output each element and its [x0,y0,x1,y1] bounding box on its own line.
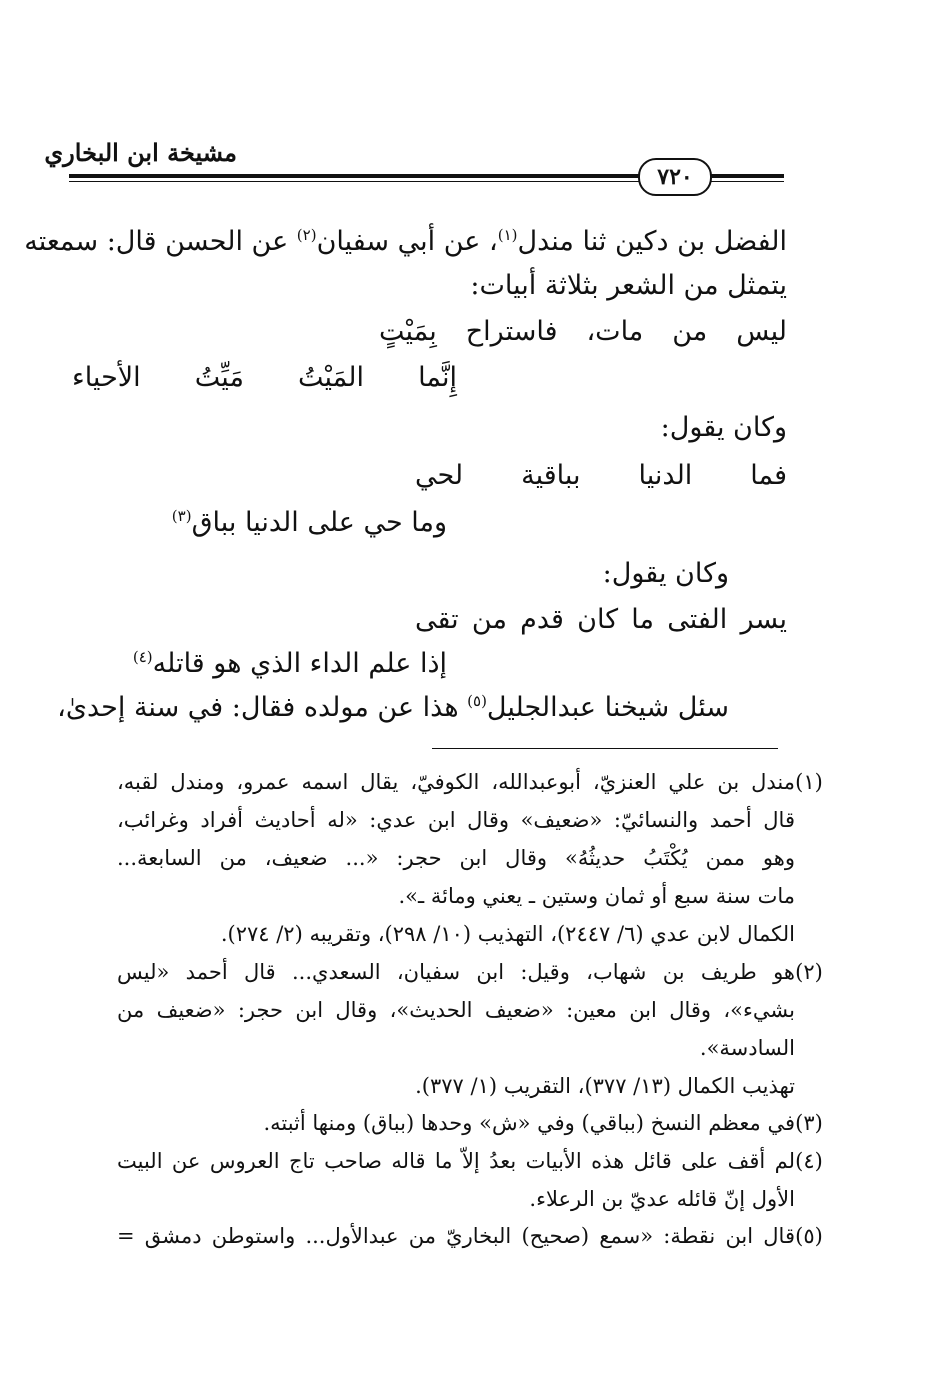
body-said-2: وكان يقول: [602,558,729,589]
footnote-text: قال ابن نقطة: «سمع (صحيح) البخاريّ من عبدالأول... واستوطن دمشق = [117,1224,795,1248]
footnote-text: هو طريف بن شهاب، وقيل: ابن سفيان، السعدي... قال أحمد «ليس [117,960,795,984]
footnote-3-line-1: في معظم النسخ (بباقي) وفي «ش» وحدها (بباق) ومنها أثبته. [263,1111,795,1135]
footnote-text: قال أحمد والنسائيّ: «ضعيف» وقال ابن عدي: «له أحاديث أفراد وغرائب، [117,808,795,832]
footnote-separator [432,748,778,749]
footnote-1-line-3 [117,846,795,870]
body-line-2: يتمثل من الشعر بثلاثة أبيات: [470,270,787,301]
footnote-ref: (٢) [296,226,317,244]
footnote-text: لم أقف على قائل هذه الأبيات بعدُ إلاّ ما قاله صاحب تاج العروس عن البيت [117,1149,795,1173]
body-said-1: وكان يقول: [660,412,787,443]
footnote-1-line-4: مات سنة سبع أو ثمان وستين ـ يعني ومائة ـ». [398,884,795,908]
footnote-number: (٢) [795,960,823,984]
footnote-number: (٥) [795,1224,823,1248]
verse-text: إذا علم الداء الذي هو قاتله [152,648,447,679]
verse-3-second-hemistich [72,648,447,679]
body-text: سئل شيخنا عبدالجليل [486,692,729,723]
verse-3-first-hemistich: يسر الفتى ما كان قدم من تقى [415,604,787,635]
verse-1-first-hemistich: ليس من مات، فاستراح بِمَيْتٍ [379,316,787,347]
footnote-ref: (١) [497,226,518,244]
footnote-1-line-1 [117,770,795,794]
body-line-1 [24,226,787,257]
footnote-1-line-5: الكمال لابن عدي (٦/ ٢٤٤٧)، التهذيب (١٠/ ٢٩٨)، وتقريبه (٢/ ٢٧٤). [220,922,795,946]
footnote-ref: (٤) [132,648,153,666]
body-text: الفضل بن دكين ثنا مندل [517,226,787,257]
body-text: ، عن أبي سفيان [316,226,498,257]
body-last-line [57,692,729,723]
verse-text: وما حي على الدنيا بباق [191,507,447,538]
footnote-5-line-1 [117,1224,795,1248]
body-text: هذا عن مولده فقال: في سنة إحدىٰ، [57,692,468,723]
body-text: عن الحسن قال: سمعته [24,226,297,257]
footnote-1-line-2 [117,808,795,832]
running-title: مشيخة ابن البخاري [44,138,237,167]
footnote-4-line-1 [117,1149,795,1173]
footnote-ref: (٥) [467,692,487,710]
footnote-number: (٣) [795,1111,823,1135]
footnote-2-line-4: تهذيب الكمال (١٣/ ٣٧٧)، التقريب (١/ ٣٧٧). [415,1074,795,1098]
footnote-text: بشيء»، وقال ابن معين: «ضعيف الحديث»، وقال ابن حجر: «ضعيف من [117,998,795,1022]
footnote-2-line-1 [117,960,795,984]
verse-2-first-hemistich: فما الدنيا بباقية لحي [415,460,787,491]
footnote-ref: (٣) [171,507,192,525]
footnote-text: مندل بن علي العنزيّ، أبوعبدالله، الكوفيّ، يقال اسمه عمرو، ومندل لقبه، [117,770,795,794]
footnote-4-line-2: الأول إنّ قائله عديّ بن الرعلاء. [529,1187,795,1211]
footnote-2-line-2 [117,998,795,1022]
footnote-number: (١) [795,770,823,794]
footnote-number: (٤) [795,1149,823,1173]
verse-2-second-hemistich [72,507,447,538]
page-number: ٧٢٠ [638,158,712,196]
footnote-2-line-3: السادسة». [699,1036,795,1060]
verse-1-second-hemistich: إِنَّما المَيْتُ مَيِّتُ الأحياء [72,362,457,393]
footnote-text: وهو ممن يُكْتَبُ حديثُهُ» وقال ابن حجر: «... ضعيف، من السابعة... [117,846,795,870]
